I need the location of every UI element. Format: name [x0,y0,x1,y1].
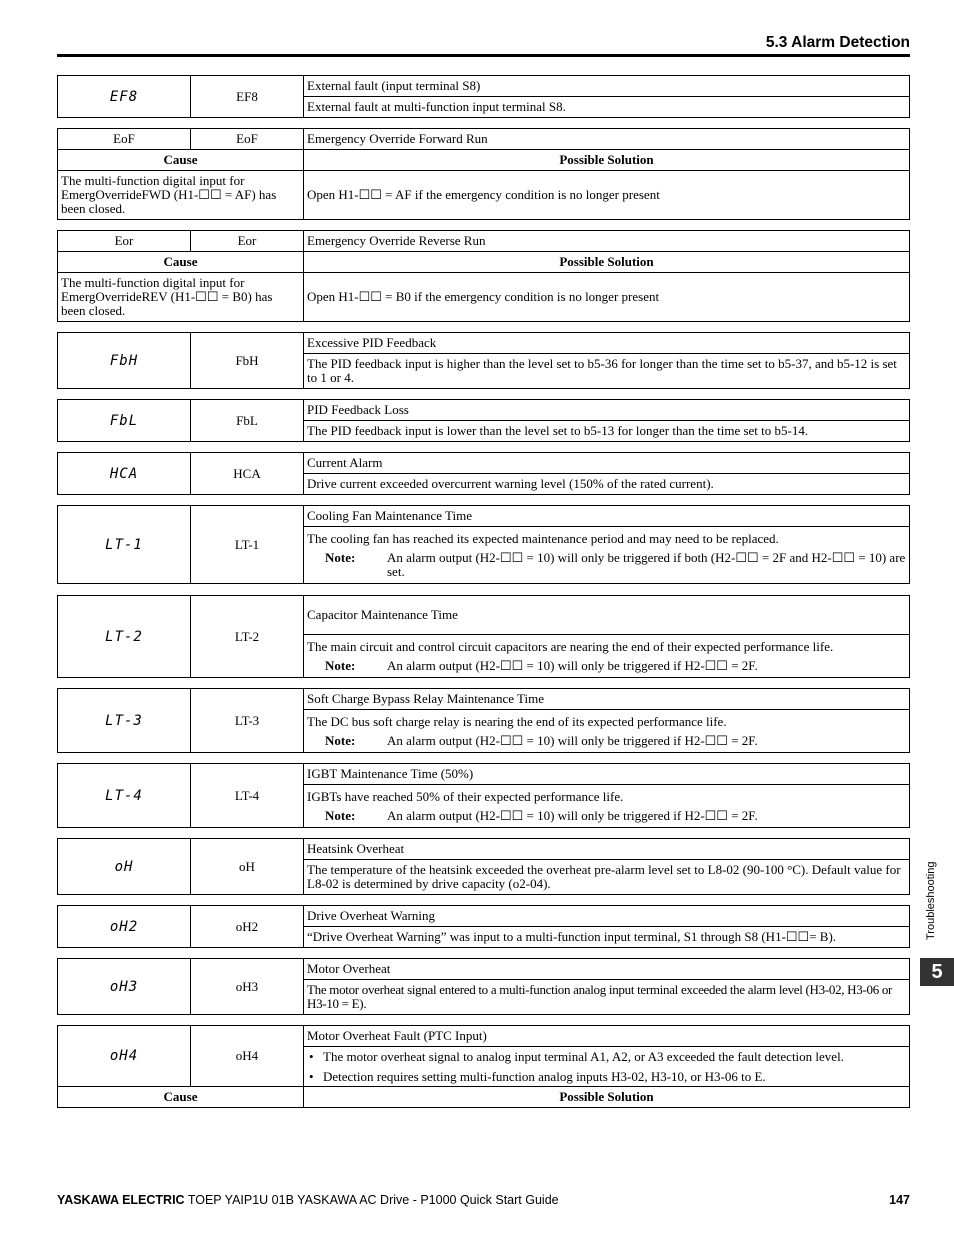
display-glyph: Eor [58,231,191,252]
display-glyph: FbH [58,333,191,389]
note-text: An alarm output (H2-☐☐ = 10) will only be triggered if H2-☐☐ = 2F. [387,657,758,673]
display-glyph: LT-2 [58,596,191,678]
alarm-code: HCA [191,453,304,495]
note [307,809,906,823]
alarm-description: IGBTs have reached 50% of their expected performance life. Note: An alarm output (H2-☐☐ = 10) will only be triggered if H2-☐☐ = 2F. [304,785,910,828]
alarm-description: The motor overheat signal entered to a multi-function analog input terminal exceeded the alarm level (H3-02, H3-06 or H3-10 = E). [304,980,910,1015]
alarm-table-lt4 [57,763,910,828]
alarm-table-oh [57,838,910,895]
alarm-code: LT-1 [191,506,304,584]
cause-text: The multi-function digital input for EmergOverrideREV (H1-☐☐ = B0) has been closed. [58,273,304,322]
alarm-name: Motor Overheat Fault (PTC Input) [304,1026,910,1047]
alarm-table-oh4 [57,1025,910,1108]
alarm-table-oh3 [57,958,910,1015]
alarm-table-lt3 [57,688,910,753]
note-text: An alarm output (H2-☐☐ = 10) will only be triggered if H2-☐☐ = 2F. [387,732,758,748]
note [307,734,906,748]
page-number: 147 [889,1193,910,1207]
display-glyph: LT-1 [58,506,191,584]
display-glyph: oH [58,839,191,895]
solution-header: Possible Solution [304,1087,910,1108]
alarm-table-hca [57,452,910,495]
display-glyph: LT-4 [58,764,191,828]
bullet-item: • The motor overheat signal to analog input terminal A1, A2, or A3 exceeded the fault detection level. [309,1048,844,1064]
solution-text: Open H1-☐☐ = B0 if the emergency condition is no longer present [304,273,910,322]
alarm-description: The PID feedback input is higher than the level set to b5-36 for longer than the time set to b5-37, and b5-12 is set to 1 or 4. [304,354,910,389]
alarm-description: The DC bus soft charge relay is nearing the end of its expected performance life. Note: An alarm output (H2-☐☐ = 10) will only be triggered if H2-☐☐ = 2F. [304,710,910,753]
header-rule [57,54,910,57]
solution-header: Possible Solution [304,252,910,273]
alarm-name: Emergency Override Forward Run [304,129,910,150]
display-glyph: FbL [58,400,191,442]
alarm-description: The temperature of the heatsink exceeded the overheat pre-alarm level set to L8-02 (90-100 °C). Default value for L8-02 is determined by drive capacity (o2-04). [304,860,910,895]
cause-text: The multi-function digital input for EmergOverrideFWD (H1-☐☐ = AF) has been closed. [58,171,304,220]
alarm-name: External fault (input terminal S8) [304,76,910,97]
alarm-name: Drive Overheat Warning [304,906,910,927]
note [307,659,906,673]
alarm-code: oH [191,839,304,895]
alarm-description: The PID feedback input is lower than the level set to b5-13 for longer than the time set to b5-14. [304,421,910,442]
alarm-code: LT-4 [191,764,304,828]
note-text: An alarm output (H2-☐☐ = 10) will only be triggered if both (H2-☐☐ = 2F and H2-☐☐ = 10) are set. [387,549,906,579]
solution-header: Possible Solution [304,150,910,171]
cause-header: Cause [58,1087,304,1108]
alarm-table-oh2 [57,905,910,948]
note-label: Note: [325,807,356,823]
alarm-code: oH3 [191,959,304,1015]
alarm-name: Soft Charge Bypass Relay Maintenance Time [304,689,910,710]
alarm-description [304,1047,910,1087]
display-glyph: EF8 [58,76,191,118]
alarm-table-fbl [57,399,910,442]
bullet-item: • Detection requires setting multi-function analog inputs H3-02, H3-10, or H3-06 to E. [309,1068,766,1084]
chapter-tab-label: Troubleshooting [925,861,937,940]
alarm-description: The cooling fan has reached its expected maintenance period and may need to be replaced. Note: An alarm output (H2-☐☐ = 10) will only be triggered if both (H2-☐☐ = 2F and H2-☐☐ = 10) are set. [304,527,910,584]
alarm-name: Motor Overheat [304,959,910,980]
alarm-table-lt2 [57,595,910,678]
note-label: Note: [325,732,356,748]
note-label: Note: [325,549,356,565]
footer [57,1193,559,1207]
alarm-name: Excessive PID Feedback [304,333,910,354]
alarm-name: Current Alarm [304,453,910,474]
footer-doc: TOEP YAIP1U 01B YASKAWA AC Drive - P1000 Quick Start Guide [187,1193,559,1207]
alarm-code: oH4 [191,1026,304,1087]
section-title: 5.3 Alarm Detection [765,34,910,51]
alarm-code: EF8 [191,76,304,118]
alarm-description: The main circuit and control circuit capacitors are nearing the end of their expected performance life. Note: An alarm output (H2-☐☐ = 10) will only be triggered if H2-☐☐ = 2F. [304,635,910,678]
alarm-code: LT-2 [191,596,304,678]
display-glyph: oH2 [58,906,191,948]
alarm-name: Emergency Override Reverse Run [304,231,910,252]
alarm-name: IGBT Maintenance Time (50%) [304,764,910,785]
alarm-code: FbH [191,333,304,389]
alarm-description: External fault at multi-function input terminal S8. [304,97,910,118]
chapter-tab-number: 5 [920,958,954,986]
note-text: An alarm output (H2-☐☐ = 10) will only be triggered if H2-☐☐ = 2F. [387,807,758,823]
note [307,551,906,579]
alarm-code: oH2 [191,906,304,948]
alarm-table-fbh [57,332,910,389]
alarm-description: “Drive Overheat Warning” was input to a multi-function input terminal, S1 through S8 (H1-☐☐= B). [304,927,910,948]
cause-header: Cause [58,252,304,273]
display-glyph: LT-3 [58,689,191,753]
display-glyph: oH4 [58,1026,191,1087]
solution-text: Open H1-☐☐ = AF if the emergency condition is no longer present [304,171,910,220]
display-glyph: HCA [58,453,191,495]
alarm-table-eof [57,128,910,220]
cause-header: Cause [58,150,304,171]
alarm-name: PID Feedback Loss [304,400,910,421]
alarm-code: LT-3 [191,689,304,753]
alarm-table-ef8 [57,75,910,118]
alarm-code: FbL [191,400,304,442]
alarm-table-eor [57,230,910,322]
alarm-name: Heatsink Overheat [304,839,910,860]
footer-brand: YASKAWA ELECTRIC [57,1193,185,1207]
alarm-code: Eor [191,231,304,252]
display-glyph: EoF [58,129,191,150]
note-label: Note: [325,657,356,673]
alarm-code: EoF [191,129,304,150]
alarm-name: Capacitor Maintenance Time [304,596,910,635]
display-glyph: oH3 [58,959,191,1015]
alarm-description: Drive current exceeded overcurrent warning level (150% of the rated current). [304,474,910,495]
alarm-table-lt1 [57,505,910,584]
alarm-name: Cooling Fan Maintenance Time [304,506,910,527]
